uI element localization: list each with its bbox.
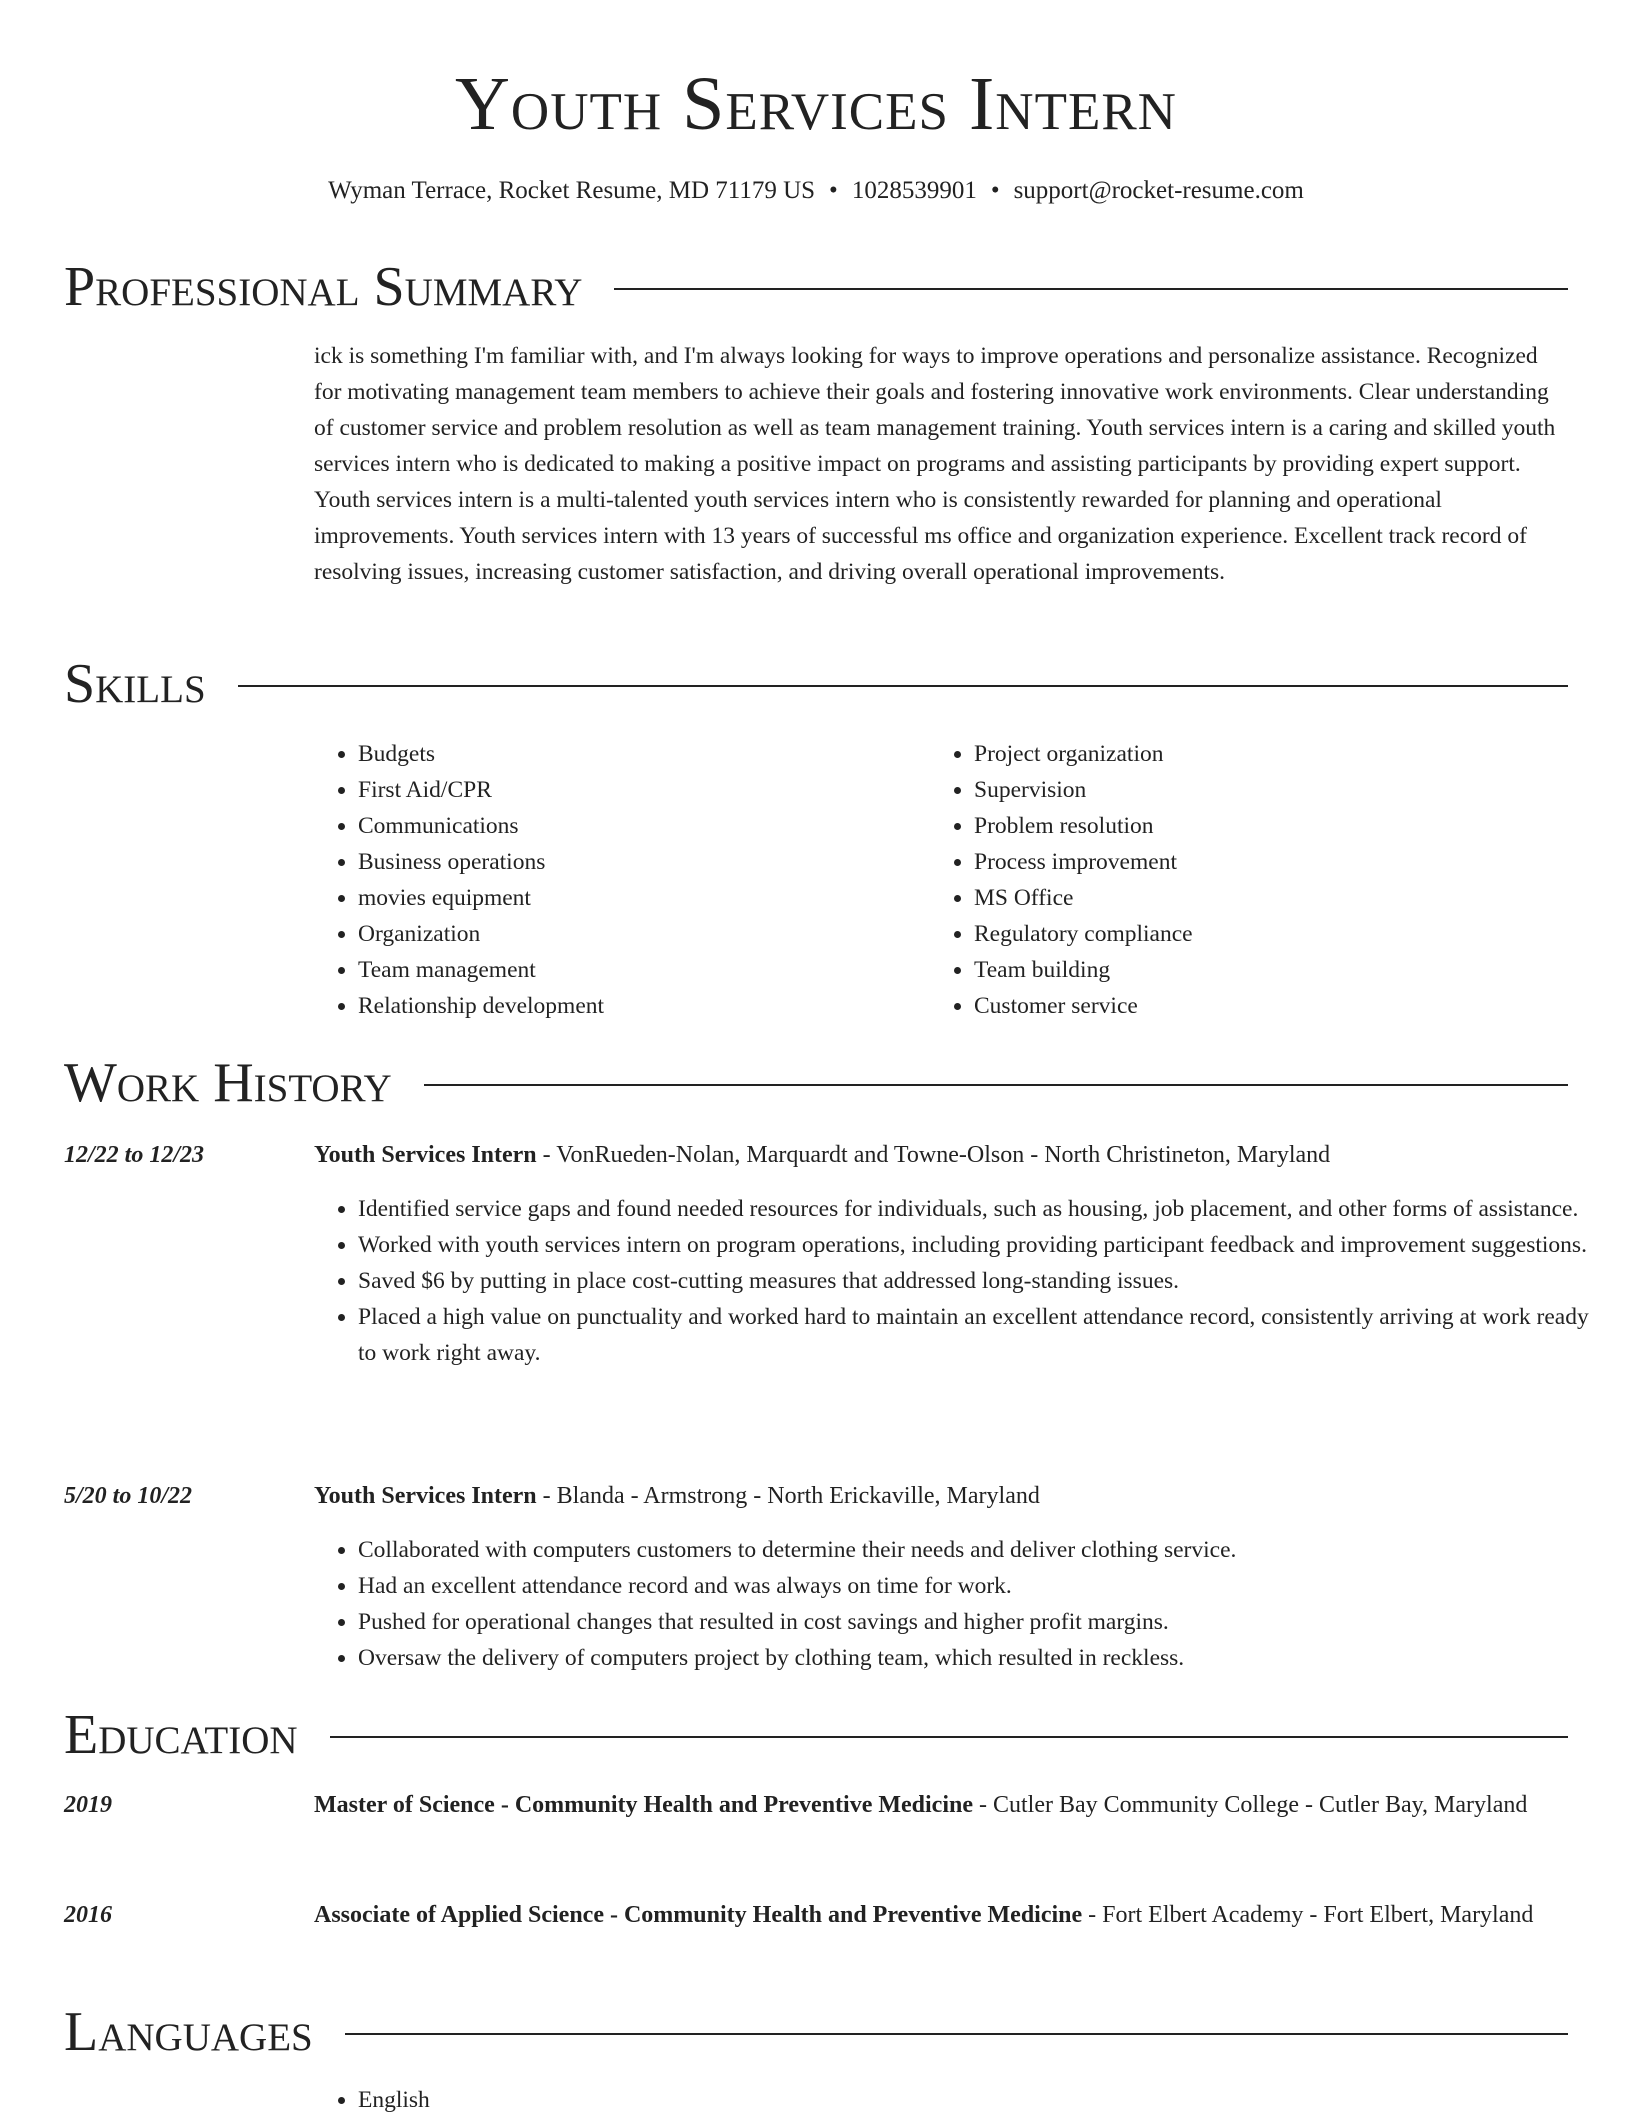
skill-item: • Supervision: [974, 772, 1554, 808]
summary-section-header: [64, 252, 1568, 322]
job-bullet: • Had an excellent attendance record and was always on time for work.: [358, 1568, 1612, 1604]
job-header: [314, 1478, 1568, 1514]
education-section-header: [64, 1700, 1568, 1770]
contact-separator: •: [990, 177, 1000, 204]
education-details: - Fort Elbert Academy - Fort Elbert, Maryland: [1082, 1902, 1534, 1928]
contact-separator: •: [829, 177, 838, 204]
skill-item: • Budgets: [358, 736, 928, 772]
section-divider: [238, 685, 1568, 687]
job-details: - Blanda - Armstrong - North Erickaville, Maryland: [536, 1483, 1040, 1509]
skill-item: • Process improvement: [974, 844, 1554, 880]
education-year: 2019: [64, 1792, 112, 1818]
job-bullet: • Placed a high value on punctuality and worked hard to maintain an excellent attendance record, consistently arriving at work ready to work right away.: [358, 1299, 1612, 1371]
work-section-header: [64, 1048, 1568, 1118]
skill-item: • First Aid/CPR: [358, 772, 928, 808]
skill-item: • Team building: [974, 952, 1554, 988]
job-bullets: [314, 1532, 1612, 1676]
job-title: Youth Services Intern: [314, 1142, 537, 1168]
contact-address: Wyman Terrace, Rocket Resume, MD 71179 US: [328, 177, 816, 204]
education-degree: Master of Science - Community Health and Preventive Medicine: [314, 1792, 973, 1818]
skill-item: • Business operations: [358, 844, 928, 880]
job-details: - VonRueden-Nolan, Marquardt and Towne-Olson - North Christineton, Maryland: [536, 1142, 1331, 1168]
work-heading: Work History: [64, 1052, 392, 1114]
job-bullet: • Oversaw the delivery of computers project by clothing team, which resulted in reckless.: [358, 1640, 1612, 1676]
skills-list-left: [314, 736, 928, 1024]
languages-section-header: [64, 1997, 1568, 2067]
contact-email[interactable]: support@rocket-resume.com: [1013, 177, 1304, 204]
skills-list-right: [930, 736, 1554, 1024]
languages-heading: Languages: [64, 2001, 313, 2063]
job-bullet: • Worked with youth services intern on program operations, including providing participant feedback and improvement suggestions.: [358, 1227, 1612, 1263]
skill-item: • Organization: [358, 916, 928, 952]
education-year: 2016: [64, 1902, 112, 1928]
education-heading: Education: [64, 1704, 298, 1766]
job-bullets: [314, 1191, 1612, 1371]
summary-text: ick is something I'm familiar with, and I'm always looking for ways to improve operations and personalize assistance. Recognized for motivating management team members to achieve their goals and fostering innovative work environments. Clear understanding of customer service and problem resolution as well as team management training. Youth services intern is a caring and skilled youth services intern who is dedicated to making a positive impact on programs and assisting participants by providing expert support. Youth services intern is a multi-talented youth services intern who is consistently rewarded for planning and operational improvements. Youth services intern with 13 years of successful ms office and organization experience. Excellent track record of resolving issues, increasing customer satisfaction, and driving overall operational improvements.: [314, 343, 1556, 585]
skills-section-header: [64, 649, 1568, 719]
job-bullet: • Saved $6 by putting in place cost-cutting measures that addressed long-standing issues.: [358, 1263, 1612, 1299]
contact-phone: 1028539901: [851, 177, 977, 204]
section-divider: [345, 2033, 1568, 2035]
job-header: [314, 1137, 1568, 1173]
job-dates: 5/20 to 10/22: [64, 1483, 193, 1509]
job-title: Youth Services Intern: [314, 1483, 537, 1509]
education-entry: [314, 1895, 1568, 1935]
skill-item: • Project organization: [974, 736, 1554, 772]
section-divider: [424, 1084, 1568, 1086]
skill-item: • MS Office: [974, 880, 1554, 916]
section-divider: [330, 1736, 1568, 1738]
education-details: - Cutler Bay Community College - Cutler Bay, Maryland: [973, 1792, 1528, 1818]
education-degree: Associate of Applied Science - Community Health and Preventive Medicine: [314, 1902, 1083, 1928]
job-bullet: • Identified service gaps and found needed resources for individuals, such as housing, job placement, and other forms of assistance.: [358, 1191, 1612, 1227]
skill-item: • Regulatory compliance: [974, 916, 1554, 952]
language-item: • English: [358, 2082, 1612, 2118]
skill-item: • Relationship development: [358, 988, 928, 1024]
education-entry: [314, 1785, 1568, 1825]
job-dates: 12/22 to 12/23: [64, 1142, 205, 1168]
skills-heading: Skills: [64, 653, 206, 715]
resume-title: Youth Services Intern: [455, 62, 1177, 146]
job-bullet: • Pushed for operational changes that resulted in cost savings and higher profit margins.: [358, 1604, 1612, 1640]
skill-item: • movies equipment: [358, 880, 928, 916]
contact-line: [0, 174, 1632, 208]
skill-item: • Communications: [358, 808, 928, 844]
section-divider: [614, 288, 1568, 290]
job-bullet: • Collaborated with computers customers to determine their needs and deliver clothing service.: [358, 1532, 1612, 1568]
languages-list: [314, 2082, 1612, 2118]
skill-item: • Customer service: [974, 988, 1554, 1024]
summary-heading: Professional Summary: [64, 256, 583, 318]
skill-item: • Problem resolution: [974, 808, 1554, 844]
skill-item: • Team management: [358, 952, 928, 988]
